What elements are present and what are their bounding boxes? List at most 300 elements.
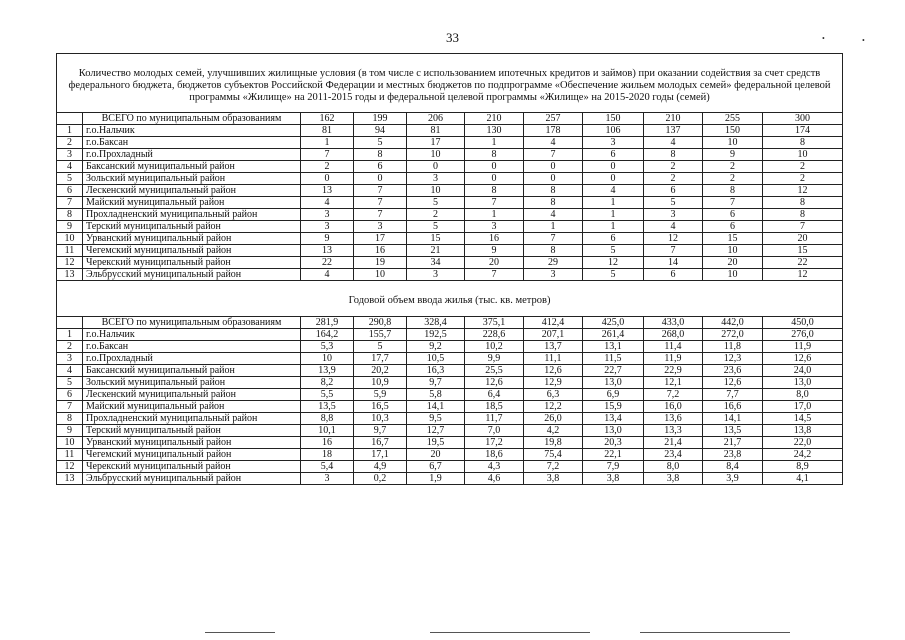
- municipality-name: г.о.Баксан: [83, 341, 301, 353]
- value-cell: 10: [703, 245, 763, 257]
- index-cell: [57, 113, 83, 125]
- table-row: [57, 173, 843, 185]
- value-cell: 29: [524, 257, 583, 269]
- value-cell: 4: [524, 137, 583, 149]
- value-cell: 3: [301, 221, 354, 233]
- value-cell: 21,7: [703, 437, 763, 449]
- municipality-name: Эльбрусский муниципальный район: [83, 269, 301, 281]
- value-cell: 15,9: [583, 401, 644, 413]
- value-cell: 1: [583, 197, 644, 209]
- value-cell: 0: [407, 161, 465, 173]
- table-row: [57, 245, 843, 257]
- value-cell: 8,9: [763, 461, 843, 473]
- value-cell: 13,0: [583, 425, 644, 437]
- value-cell: 4,1: [763, 473, 843, 485]
- table-row: [57, 269, 843, 281]
- value-cell: 10: [301, 353, 354, 365]
- value-cell: 13,5: [301, 401, 354, 413]
- value-cell: 6: [703, 221, 763, 233]
- value-cell: 9: [703, 149, 763, 161]
- value-cell: 12,6: [763, 353, 843, 365]
- total-cell: 206: [407, 113, 465, 125]
- value-cell: 1: [465, 137, 524, 149]
- table-row: [57, 185, 843, 197]
- value-cell: 5,3: [301, 341, 354, 353]
- value-cell: 24,2: [763, 449, 843, 461]
- row-index: 1: [57, 125, 83, 137]
- municipality-name: г.о.Прохладный: [83, 353, 301, 365]
- row-index: 2: [57, 341, 83, 353]
- value-cell: 14: [644, 257, 703, 269]
- value-cell: 2: [407, 209, 465, 221]
- value-cell: 8: [763, 197, 843, 209]
- value-cell: 8,8: [301, 413, 354, 425]
- total-cell: 281,9: [301, 317, 354, 329]
- value-cell: 8,0: [763, 389, 843, 401]
- value-cell: 155,7: [354, 329, 407, 341]
- value-cell: 81: [301, 125, 354, 137]
- municipality-name: Зольский муниципальный район: [83, 173, 301, 185]
- value-cell: 5,8: [407, 389, 465, 401]
- value-cell: 13,7: [524, 341, 583, 353]
- row-index: 12: [57, 461, 83, 473]
- value-cell: 16: [354, 245, 407, 257]
- table-row: [57, 425, 843, 437]
- value-cell: 20: [763, 233, 843, 245]
- value-cell: 10,5: [407, 353, 465, 365]
- value-cell: 16,3: [407, 365, 465, 377]
- municipality-name: Урванский муниципальный район: [83, 233, 301, 245]
- value-cell: 11,8: [703, 341, 763, 353]
- table-row: [57, 473, 843, 485]
- value-cell: 3: [354, 221, 407, 233]
- value-cell: 17: [407, 137, 465, 149]
- value-cell: 2: [301, 161, 354, 173]
- document-sheet: [56, 53, 842, 485]
- value-cell: 1: [465, 209, 524, 221]
- table-row: [57, 365, 843, 377]
- value-cell: 4: [301, 197, 354, 209]
- value-cell: 13,9: [301, 365, 354, 377]
- value-cell: 7: [524, 149, 583, 161]
- value-cell: 12,7: [407, 425, 465, 437]
- municipality-name: г.о.Прохладный: [83, 149, 301, 161]
- value-cell: 7: [465, 269, 524, 281]
- table2-caption-row: [57, 281, 843, 317]
- value-cell: 20,2: [354, 365, 407, 377]
- value-cell: 5: [354, 137, 407, 149]
- row-index: 2: [57, 137, 83, 149]
- value-cell: 6,3: [524, 389, 583, 401]
- value-cell: 16,5: [354, 401, 407, 413]
- value-cell: 150: [703, 125, 763, 137]
- value-cell: 2: [703, 161, 763, 173]
- value-cell: 20: [703, 257, 763, 269]
- total-cell: 210: [465, 113, 524, 125]
- value-cell: 13,0: [583, 377, 644, 389]
- row-index: 8: [57, 413, 83, 425]
- table-row: [57, 377, 843, 389]
- value-cell: 10: [703, 137, 763, 149]
- row-index: 3: [57, 149, 83, 161]
- municipality-name: Черекский муниципальный район: [83, 257, 301, 269]
- value-cell: 12,6: [524, 365, 583, 377]
- value-cell: 3: [465, 221, 524, 233]
- value-cell: 17,1: [354, 449, 407, 461]
- value-cell: 7,7: [703, 389, 763, 401]
- value-cell: 22,1: [583, 449, 644, 461]
- value-cell: 11,7: [465, 413, 524, 425]
- value-cell: 2: [644, 161, 703, 173]
- table-row: [57, 389, 843, 401]
- value-cell: 19: [354, 257, 407, 269]
- value-cell: 6: [583, 233, 644, 245]
- value-cell: 34: [407, 257, 465, 269]
- value-cell: 7: [644, 245, 703, 257]
- value-cell: 94: [354, 125, 407, 137]
- value-cell: 18: [301, 449, 354, 461]
- value-cell: 14,1: [703, 413, 763, 425]
- value-cell: 1: [301, 137, 354, 149]
- value-cell: 1: [583, 209, 644, 221]
- municipality-name: Майский муниципальный район: [83, 197, 301, 209]
- value-cell: 20,3: [583, 437, 644, 449]
- table-row: [57, 137, 843, 149]
- value-cell: 10,9: [354, 377, 407, 389]
- value-cell: 25,5: [465, 365, 524, 377]
- value-cell: 0: [583, 161, 644, 173]
- value-cell: 16,0: [644, 401, 703, 413]
- total-label: ВСЕГО по муниципальным образованиям: [83, 317, 301, 329]
- value-cell: 3: [407, 173, 465, 185]
- value-cell: 2: [763, 173, 843, 185]
- value-cell: 9,2: [407, 341, 465, 353]
- value-cell: 11,4: [644, 341, 703, 353]
- value-cell: 8: [524, 185, 583, 197]
- value-cell: 6: [644, 185, 703, 197]
- value-cell: 12,3: [703, 353, 763, 365]
- value-cell: 7,9: [583, 461, 644, 473]
- value-cell: 4: [301, 269, 354, 281]
- value-cell: 13,5: [703, 425, 763, 437]
- value-cell: 13,1: [583, 341, 644, 353]
- value-cell: 19,8: [524, 437, 583, 449]
- row-index: 5: [57, 377, 83, 389]
- footer-rule: [640, 632, 790, 633]
- value-cell: 10,1: [301, 425, 354, 437]
- value-cell: 8,2: [301, 377, 354, 389]
- table-row: [57, 341, 843, 353]
- value-cell: 13,0: [763, 377, 843, 389]
- row-index: 8: [57, 209, 83, 221]
- value-cell: 7: [354, 185, 407, 197]
- value-cell: 12,6: [703, 377, 763, 389]
- table2-caption: Годовой объем ввода жилья (тыс. кв. метров): [57, 281, 843, 317]
- value-cell: 0: [524, 173, 583, 185]
- table1-caption-row: [57, 54, 843, 113]
- value-cell: 4,2: [524, 425, 583, 437]
- row-index: 9: [57, 425, 83, 437]
- municipality-name: Урванский муниципальный район: [83, 437, 301, 449]
- value-cell: 15: [703, 233, 763, 245]
- value-cell: 3: [524, 269, 583, 281]
- row-index: 1: [57, 329, 83, 341]
- row-index: 10: [57, 233, 83, 245]
- municipality-name: Терский муниципальный район: [83, 221, 301, 233]
- municipality-name: г.о.Нальчик: [83, 329, 301, 341]
- value-cell: 7: [524, 233, 583, 245]
- row-index: 12: [57, 257, 83, 269]
- value-cell: 164,2: [301, 329, 354, 341]
- value-cell: 8: [524, 245, 583, 257]
- value-cell: 8: [763, 209, 843, 221]
- total-cell: 255: [703, 113, 763, 125]
- value-cell: 81: [407, 125, 465, 137]
- value-cell: 207,1: [524, 329, 583, 341]
- value-cell: 23,6: [703, 365, 763, 377]
- municipality-name: г.о.Баксан: [83, 137, 301, 149]
- value-cell: 21: [407, 245, 465, 257]
- value-cell: 20: [465, 257, 524, 269]
- value-cell: 6: [583, 149, 644, 161]
- table-row: [57, 401, 843, 413]
- value-cell: 11,9: [644, 353, 703, 365]
- value-cell: 12,2: [524, 401, 583, 413]
- value-cell: 276,0: [763, 329, 843, 341]
- value-cell: 7: [354, 197, 407, 209]
- value-cell: 8: [644, 149, 703, 161]
- value-cell: 8: [703, 185, 763, 197]
- municipality-name: Баксанский муниципальный район: [83, 161, 301, 173]
- value-cell: 13,8: [763, 425, 843, 437]
- row-index: 11: [57, 449, 83, 461]
- table-row: [57, 233, 843, 245]
- value-cell: 8: [465, 185, 524, 197]
- value-cell: 5: [583, 269, 644, 281]
- value-cell: 4: [644, 137, 703, 149]
- row-index: 9: [57, 221, 83, 233]
- value-cell: 7: [763, 221, 843, 233]
- row-index: 10: [57, 437, 83, 449]
- value-cell: 261,4: [583, 329, 644, 341]
- value-cell: 2: [644, 173, 703, 185]
- value-cell: 15: [407, 233, 465, 245]
- table-row: [57, 449, 843, 461]
- table-row: [57, 197, 843, 209]
- value-cell: 1,9: [407, 473, 465, 485]
- value-cell: 13: [301, 185, 354, 197]
- value-cell: 3,8: [644, 473, 703, 485]
- row-index: 11: [57, 245, 83, 257]
- value-cell: 192,5: [407, 329, 465, 341]
- value-cell: 5: [354, 341, 407, 353]
- value-cell: 22: [763, 257, 843, 269]
- value-cell: 5: [407, 197, 465, 209]
- value-cell: 24,0: [763, 365, 843, 377]
- value-cell: 5: [407, 221, 465, 233]
- value-cell: 9,7: [354, 425, 407, 437]
- value-cell: 7: [703, 197, 763, 209]
- value-cell: 7,2: [644, 389, 703, 401]
- value-cell: 7,2: [524, 461, 583, 473]
- value-cell: 2: [763, 161, 843, 173]
- value-cell: 16,6: [703, 401, 763, 413]
- table2-total-row: [57, 317, 843, 329]
- value-cell: 15: [763, 245, 843, 257]
- value-cell: 11,5: [583, 353, 644, 365]
- value-cell: 18,6: [465, 449, 524, 461]
- value-cell: 6,7: [407, 461, 465, 473]
- value-cell: 268,0: [644, 329, 703, 341]
- value-cell: 178: [524, 125, 583, 137]
- value-cell: 272,0: [703, 329, 763, 341]
- total-cell: 162: [301, 113, 354, 125]
- table-row: [57, 257, 843, 269]
- value-cell: 10,2: [465, 341, 524, 353]
- total-cell: 257: [524, 113, 583, 125]
- value-cell: 0,2: [354, 473, 407, 485]
- row-index: 7: [57, 197, 83, 209]
- value-cell: 14,1: [407, 401, 465, 413]
- value-cell: 8: [763, 137, 843, 149]
- value-cell: 12: [644, 233, 703, 245]
- value-cell: 228,6: [465, 329, 524, 341]
- value-cell: 0: [465, 161, 524, 173]
- value-cell: 6: [354, 161, 407, 173]
- municipality-name: Лескенский муниципальный район: [83, 389, 301, 401]
- row-index: 6: [57, 185, 83, 197]
- row-index: 13: [57, 473, 83, 485]
- municipality-name: Лескенский муниципальный район: [83, 185, 301, 197]
- value-cell: 12: [763, 269, 843, 281]
- municipality-name: Прохладненский муниципальный район: [83, 413, 301, 425]
- value-cell: 130: [465, 125, 524, 137]
- table-row: [57, 413, 843, 425]
- value-cell: 11,1: [524, 353, 583, 365]
- value-cell: 17,2: [465, 437, 524, 449]
- value-cell: 4: [644, 221, 703, 233]
- row-index: 6: [57, 389, 83, 401]
- total-label: ВСЕГО по муниципальным образованиям: [83, 113, 301, 125]
- total-cell: 433,0: [644, 317, 703, 329]
- value-cell: 10: [703, 269, 763, 281]
- value-cell: 4,6: [465, 473, 524, 485]
- value-cell: 3: [407, 269, 465, 281]
- value-cell: 6: [644, 269, 703, 281]
- table-row: [57, 353, 843, 365]
- table-row: [57, 161, 843, 173]
- row-index: 5: [57, 173, 83, 185]
- value-cell: 12,6: [465, 377, 524, 389]
- total-cell: 328,4: [407, 317, 465, 329]
- value-cell: 0: [354, 173, 407, 185]
- value-cell: 14,5: [763, 413, 843, 425]
- value-cell: 12,9: [524, 377, 583, 389]
- total-cell: 442,0: [703, 317, 763, 329]
- value-cell: 8,0: [644, 461, 703, 473]
- index-cell: [57, 317, 83, 329]
- row-index: 3: [57, 353, 83, 365]
- value-cell: 26,0: [524, 413, 583, 425]
- total-cell: 199: [354, 113, 407, 125]
- value-cell: 23,4: [644, 449, 703, 461]
- row-index: 13: [57, 269, 83, 281]
- value-cell: 3: [644, 209, 703, 221]
- value-cell: 7: [354, 209, 407, 221]
- value-cell: 2: [703, 173, 763, 185]
- total-cell: 210: [644, 113, 703, 125]
- value-cell: 10: [763, 149, 843, 161]
- value-cell: 12,1: [644, 377, 703, 389]
- value-cell: 9: [301, 233, 354, 245]
- value-cell: 10: [354, 269, 407, 281]
- table1-caption: Количество молодых семей, улучшивших жилищные условия (в том числе с использованием ипотечных кредитов и займов) при оказании содействия за счет средств федерального бюджета, бюджетов субъектов Российской Федерации и местных бюджетов по подпрограмме «Обеспечение жильем молодых семей» федеральной целевой программы «Жилище» на 2011-2015 годы и федеральной целевой программы «Жилище» на 2015-2020 годы (семей): [57, 54, 843, 113]
- value-cell: 17,7: [354, 353, 407, 365]
- value-cell: 11,9: [763, 341, 843, 353]
- value-cell: 3,8: [524, 473, 583, 485]
- value-cell: 22,7: [583, 365, 644, 377]
- value-cell: 4,9: [354, 461, 407, 473]
- row-index: 7: [57, 401, 83, 413]
- total-cell: 412,4: [524, 317, 583, 329]
- municipality-name: Прохладненский муниципальный район: [83, 209, 301, 221]
- value-cell: 106: [583, 125, 644, 137]
- value-cell: 9,7: [407, 377, 465, 389]
- value-cell: 0: [524, 161, 583, 173]
- value-cell: 17,0: [763, 401, 843, 413]
- table-row: [57, 125, 843, 137]
- value-cell: 0: [301, 173, 354, 185]
- table1-total-row: [57, 113, 843, 125]
- value-cell: 1: [524, 221, 583, 233]
- value-cell: 3: [301, 473, 354, 485]
- value-cell: 8: [524, 197, 583, 209]
- value-cell: 3,9: [703, 473, 763, 485]
- value-cell: 17: [354, 233, 407, 245]
- value-cell: 22: [301, 257, 354, 269]
- total-cell: 300: [763, 113, 843, 125]
- municipality-name: Черекский муниципальный район: [83, 461, 301, 473]
- value-cell: 174: [763, 125, 843, 137]
- value-cell: 7: [465, 197, 524, 209]
- value-cell: 0: [583, 173, 644, 185]
- value-cell: 12: [583, 257, 644, 269]
- value-cell: 10,3: [354, 413, 407, 425]
- page-number: 33: [446, 30, 459, 45]
- table-row: [57, 149, 843, 161]
- value-cell: 4: [524, 209, 583, 221]
- value-cell: 18,5: [465, 401, 524, 413]
- value-cell: 5,4: [301, 461, 354, 473]
- municipality-name: Терский муниципальный район: [83, 425, 301, 437]
- municipality-name: Баксанский муниципальный район: [83, 365, 301, 377]
- value-cell: 16: [465, 233, 524, 245]
- footer-rule: [430, 632, 590, 633]
- municipality-name: Майский муниципальный район: [83, 401, 301, 413]
- value-cell: 5: [644, 197, 703, 209]
- table-row: [57, 461, 843, 473]
- value-cell: 13,4: [583, 413, 644, 425]
- value-cell: 8,4: [703, 461, 763, 473]
- value-cell: 23,8: [703, 449, 763, 461]
- value-cell: 22,0: [763, 437, 843, 449]
- value-cell: 13,3: [644, 425, 703, 437]
- value-cell: 9,5: [407, 413, 465, 425]
- value-cell: 4,3: [465, 461, 524, 473]
- value-cell: 13,6: [644, 413, 703, 425]
- data-table: [56, 53, 843, 485]
- value-cell: 5: [583, 245, 644, 257]
